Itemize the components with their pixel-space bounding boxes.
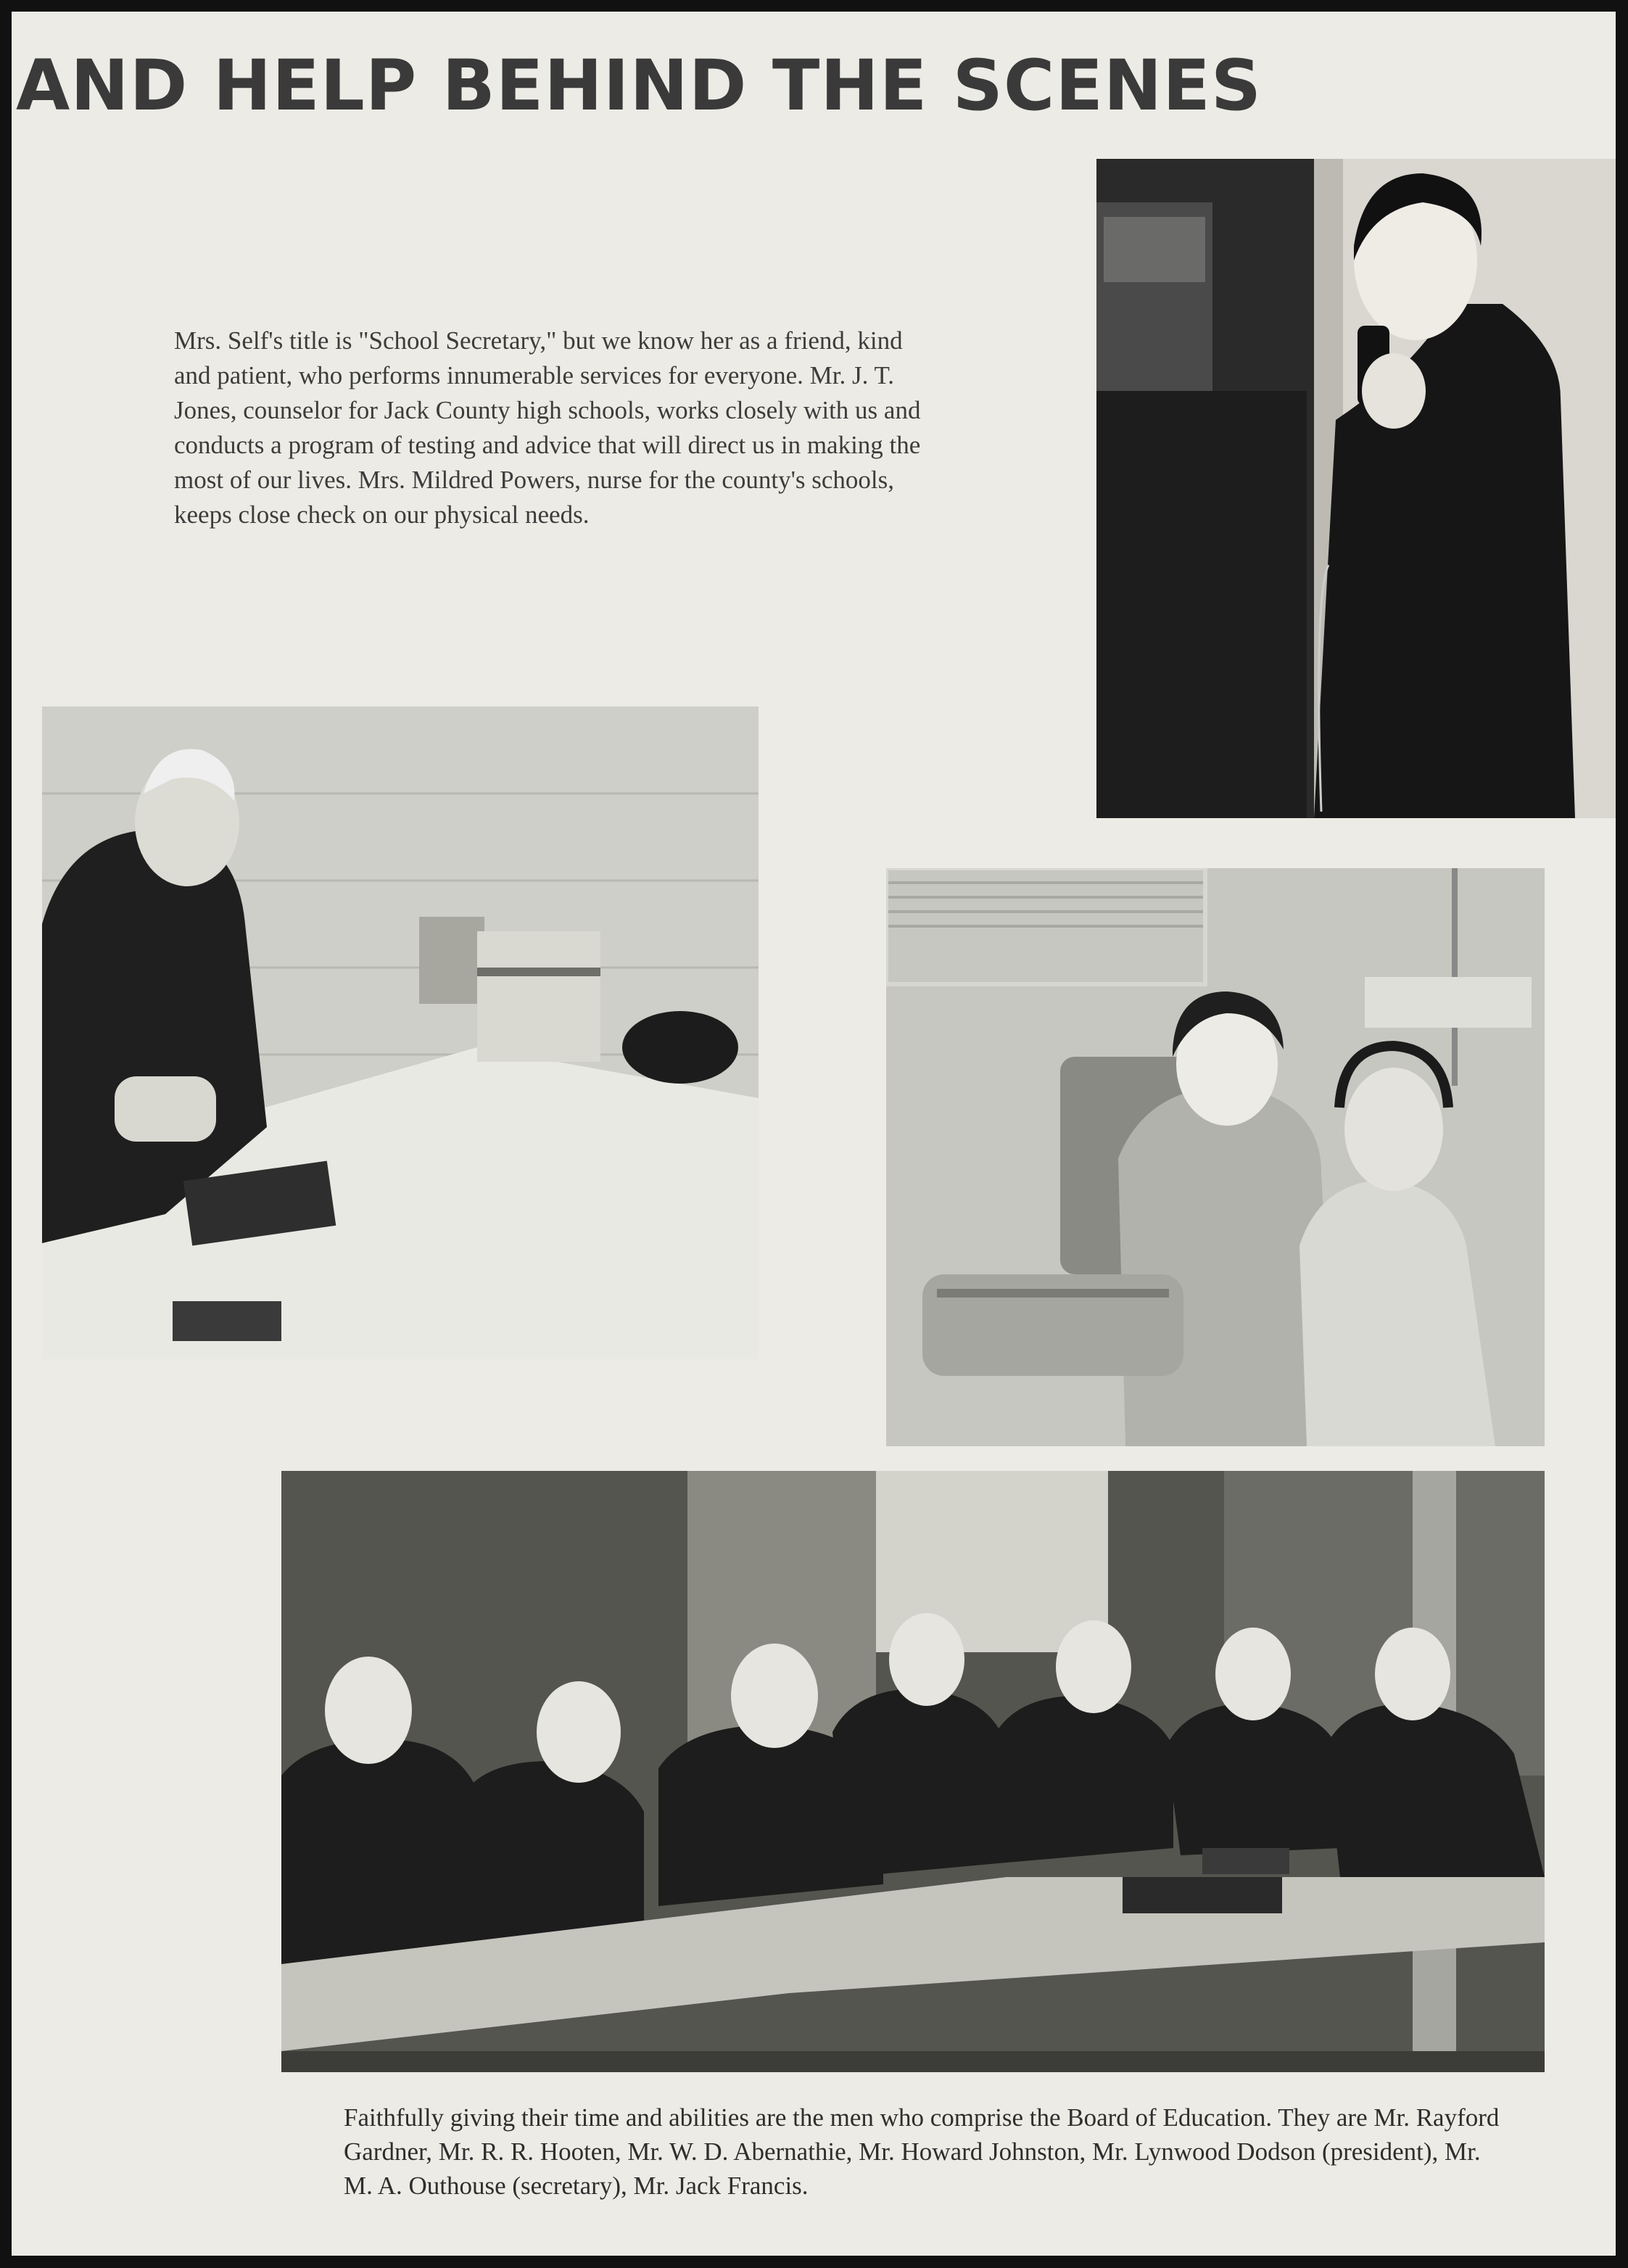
board-caption: Faithfully giving their time and abilities are the men who comprise the Board of Education. They are Mr. Rayford Gardner, Mr. R. R. Hooten, Mr. W. D. Abernathie, Mr. Howard Johnston, Mr. Lynwood Dodson (president), Mr. M. A. Outhouse (secretary), Mr. Jack Francis. [344, 2103, 1500, 2200]
photo-board-of-education [281, 1471, 1545, 2072]
intro-paragraph: Mrs. Self's title is "School Secretary," but we know her as a friend, kind and patient, who performs innumerable services for everyone. Mr. J. T. Jones, counselor for Jack County high schools, works closely with us and conducts a program of testing and advice that will direct us in making the most of our lives. Mrs. Mildred Powers, nurse for the county's schools, keeps close check on our physical needs. [174, 326, 921, 529]
yearbook-page [12, 12, 1616, 2256]
photo-counselor-at-desk [42, 706, 759, 1359]
photo-secretary-on-phone [1096, 159, 1616, 818]
page-title: AND HELP BEHIND THE SCENES [16, 45, 1262, 126]
photo-nurse-hearing-test [886, 868, 1545, 1446]
